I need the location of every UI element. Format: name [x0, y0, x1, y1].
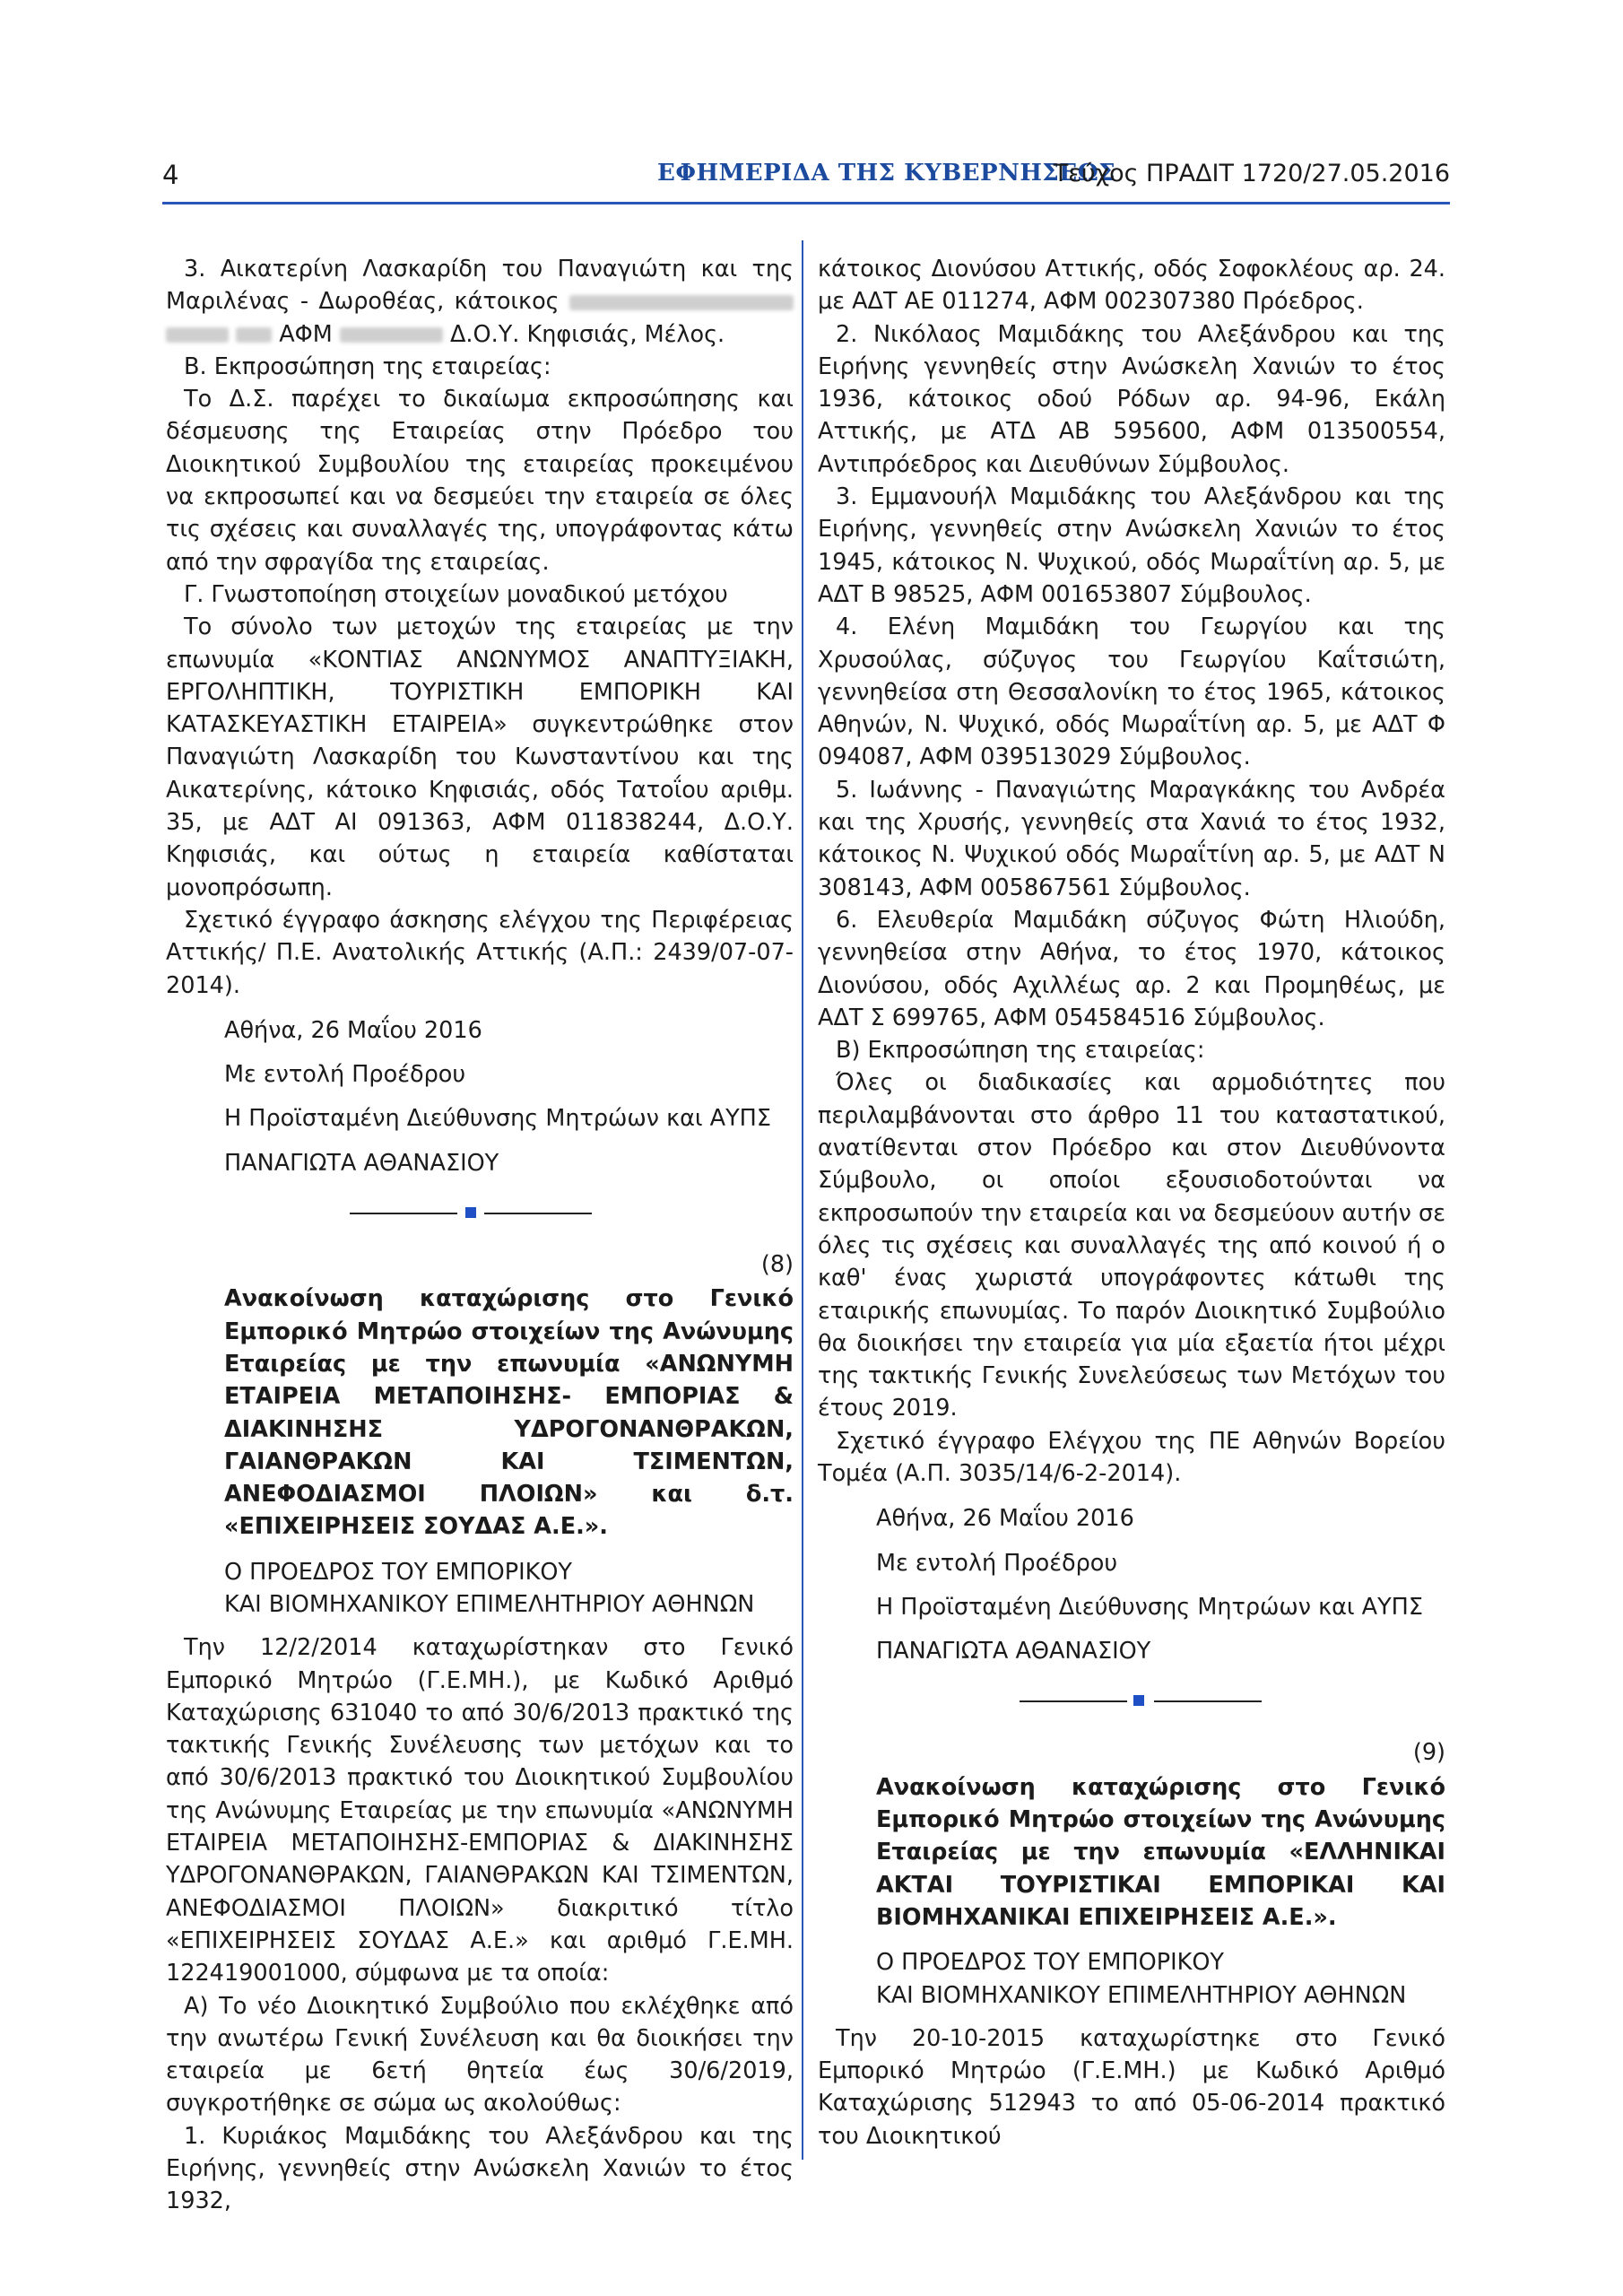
- paragraph: Το σύνολο των μετοχών της εταιρείας με την επωνυμία «ΚΟΝΤΙΑΣ ΑΝΩΝΥΜΟΣ ΑΝΑΠΤΥΞΙΑΚΗ, ΕΡΓΟΛΗΠΤΙΚΗ, ΤΟΥΡΙΣΤΙΚΗ ΕΜΠΟΡΙΚΗ ΚΑΙ ΚΑΤΑΣΚΕΥΑΣΤΙΚΗ ΕΤΑΙΡΕΙΑ» συγκεντρώθηκε στον Παναγιώτη Λασκαρίδη του Κωνσταντίνου και της Αικατερίνης, κάτοικο Κηφισιάς, οδός Τατοΐου αριθμ. 35, με ΑΔΤ ΑΙ 091363, ΑΦΜ 011838244, Δ.Ο.Υ. Κηφισιάς, και ούτως η εταιρεία καθίσταται μονοπρόσωπη.: [166, 613, 794, 901]
- gazette-title: ΕΦΗΜΕΡΙΔΑ ΤΗΣ ΚΥΒΕΡΝΗΣΕΩΣ: [657, 160, 1116, 187]
- signature-role: Η Προϊσταμένη Διεύθυνσης Μητρώων και ΑΥΠΣ: [224, 1105, 771, 1133]
- separator-square: [1133, 1695, 1144, 1706]
- announcement-number: (8): [760, 1251, 794, 1279]
- section-heading: Γ. Γνωστοποίηση στοιχείων μοναδικού μετόχου: [184, 580, 728, 608]
- chamber-heading: [818, 1946, 1445, 2012]
- redacted-address: [569, 295, 794, 310]
- paragraph: κάτοικος Διονύσου Αττικής, οδός Σοφοκλέους αρ. 24. με ΑΔΤ ΑΕ 011274, ΑΦΜ 002307380 Πρόεδρος.: [818, 256, 1445, 316]
- announcement-title: Ανακοίνωση καταχώρισης στο Γενικό Εμπορικό Μητρώο στοιχείων της Ανώνυμης Εταιρείας με την επωνυμία «ΕΛΛΗΝΙΚΑΙ ΑΚΤΑΙ ΤΟΥΡΙΣΤΙΚΑΙ ΕΜΠΟΡΙΚΑΙ ΚΑΙ ΒΙΟΜΗΧΑΝΙΚΑΙ ΕΠΙΧΕΙΡΗΣΕΙΣ Α.Ε.».: [876, 1773, 1445, 1931]
- paragraph: Α) Το νέο Διοικητικό Συμβούλιο που εκλέχθηκε από την ανωτέρω Γενική Συνέλευση και θα διοικήσει την εταιρεία με 6ετή θητεία έως 30/6/2019, συγκροτήθηκε σε σώμα ως ακολούθως:: [166, 1992, 794, 2118]
- paragraph: Την 12/2/2014 καταχωρίστηκαν στο Γενικό Εμπορικό Μητρώο (Γ.Ε.ΜΗ.), με Κωδικό Αριθμό Καταχώρισης 631040 το από 30/6/2013 πρακτικό της τακτικής Γενικής Συνέλευσης των μετόχων και το από 30/6/2013 πρακτικό του Διοικητικού Συμβουλίου της Ανώνυμης Εταιρείας με την επωνυμία «ΑΝΩΝΥΜΗ ΕΤΑΙΡΕΙΑ ΜΕΤΑΠΟΙΗΣΗΣ-ΕΜΠΟΡΙΑΣ & ΔΙΑΚΙΝΗΣΗΣ ΥΔΡΟΓΟΝΑΝΘΡΑΚΩΝ, ΓΑΙΑΝΘΡΑΚΩΝ ΚΑΙ ΤΣΙΜΕΝΤΩΝ, ΑΝΕΦΟΔΙΑΣΜΟΙ ΠΛΟΙΩΝ» διακριτικό τίτλο «ΕΠΙΧΕΙΡΗΣΕΙΣ ΣΟΥΔΑΣ Α.Ε.» και αριθμό Γ.Ε.ΜΗ. 122419001000, σύμφωνα με τα οποία:: [166, 1634, 794, 1987]
- paragraph: Σχετικό έγγραφο Ελέγχου της ΠΕ Αθηνών Βορείου Τομέα (Α.Π. 3035/14/6-2-2014).: [818, 1427, 1445, 1487]
- chamber-heading-line: ΚΑΙ ΒΙΟΜΗΧΑΝΙΚΟΥ ΕΠΙΜΕΛΗΤΗΡΙΟΥ ΑΘΗΝΩΝ: [876, 1981, 1407, 2009]
- signature-name: ΠΑΝΑΓΙΩΤΑ ΑΘΑΝΑΣΙΟΥ: [224, 1149, 499, 1177]
- left-column: [166, 253, 794, 2218]
- paragraph: 5. Ιωάννης - Παναγιώτης Μαραγκάκης του Ανδρέα και της Χρυσής, γεννηθείς στα Χανιά το έτος 1932, κάτοικος Ν. Ψυχικού οδός Μωραΐτίνη αρ. 5, με ΑΔΤ Ν 308143, ΑΦΜ 005867561 Σύμβουλος.: [818, 776, 1445, 901]
- chamber-heading-line: ΚΑΙ ΒΙΟΜΗΧΑΝΙΚΟΥ ΕΠΙΜΕΛΗΤΗΡΙΟΥ ΑΘΗΝΩΝ: [224, 1590, 755, 1618]
- signature-name: ΠΑΝΑΓΙΩΤΑ ΑΘΑΝΑΣΙΟΥ: [876, 1638, 1151, 1665]
- column-divider: [802, 240, 803, 2160]
- announcement-title: Ανακοίνωση καταχώρισης στο Γενικό Εμπορικό Μητρώο στοιχείων της Ανώνυμης Εταιρείας με την επωνυμία «ΑΝΩΝΥΜΗ ΕΤΑΙΡΕΙΑ ΜΕΤΑΠΟΙΗΣΗΣ- ΕΜΠΟΡΙΑΣ & ΔΙΑΚΙΝΗΣΗΣ ΥΔΡΟΓΟΝΑΝΘΡΑΚΩΝ, ΓΑΙΑΝΘΡΑΚΩΝ ΚΑΙ ΤΣΙΜΕΝΤΩΝ, ΑΝΕΦΟΔΙΑΣΜΟΙ ΠΛΟΙΩΝ» και δ.τ. «ΕΠΙΧΕΙΡΗΣΕΙΣ ΣΟΥΔΑΣ Α.Ε.».: [224, 1285, 794, 1541]
- issue-reference: Τεύχος ΠΡΑΔΙΤ 1720/27.05.2016: [1053, 160, 1450, 187]
- signature-place-date: Αθήνα, 26 Μαΐου 2016: [224, 1016, 482, 1044]
- signature-order: Με εντολή Προέδρου: [224, 1061, 466, 1089]
- redacted-id: [166, 327, 229, 343]
- separator-square: [465, 1207, 476, 1218]
- announcement-number: (9): [1412, 1739, 1445, 1767]
- shareholder-text: 3. Αικατερίνη Λασκαρίδη του Παναγιώτη και της Μαριλένας - Δωροθέας, κάτοικος: [166, 256, 794, 316]
- separator-line: [484, 1213, 592, 1214]
- paragraph: Το Δ.Σ. παρέχει το δικαίωμα εκπροσώπησης και δέσμευσης της Εταιρείας στην Πρόεδρο του Διοικητικού Συμβουλίου της εταιρείας προκειμένου να εκπροσωπεί και να δεσμεύει την εταιρεία σε όλες τις σχέσεις και συναλλαγές της, υπογράφοντας κάτω από την σφραγίδα της εταιρείας.: [166, 386, 794, 576]
- right-column: [818, 253, 1445, 2152]
- paragraph: 6. Ελευθερία Μαμιδάκη σύζυγος Φώτη Ηλιούδη, γεννηθείσα στην Αθήνα, το έτος 1970, κάτοικος Διονύσου, οδός Αχιλλέως αρ. 2 και Προμηθέως, με ΑΔΤ Σ 699765, ΑΦΜ 054584516 Σύμβουλος.: [818, 906, 1445, 1031]
- redacted-id-number: [236, 327, 272, 343]
- paragraph: 2. Νικόλαος Μαμιδάκης του Αλεξάνδρου και της Ειρήνης γεννηθείς στην Ανώσκελη Χανιών το έτος 1936, κάτοικος οδού Ρόδων αρ. 94-96, Εκάλη Αττικής, με ΑΤΔ ΑΒ 595600, ΑΦΜ 013500554, Αντιπρόεδρος και Διευθύνων Σύμβουλος.: [818, 320, 1445, 478]
- paragraph: Την 20-10-2015 καταχωρίστηκε στο Γενικό Εμπορικό Μητρώο (Γ.Ε.ΜΗ.) με Κωδικό Αριθμό Καταχώρισης 512943 το από 05-06-2014 πρακτικό του Διοικητικού: [818, 2024, 1445, 2150]
- paragraph: 1. Κυριάκος Μαμιδάκης του Αλεξάνδρου και της Ειρήνης, γεννηθείς στην Ανώσκελη Χανιών το έτος 1932,: [166, 2122, 794, 2215]
- paragraph: 4. Ελένη Μαμιδάκη του Γεωργίου και της Χρυσούλας, σύζυγος του Γεωργίου Καΐτσιώτη, γεννηθείσα στη Θεσσαλονίκη το έτος 1965, κάτοικος Αθηνών, Ν. Ψυχικό, οδός Μωραΐτίνη αρ. 5, με ΑΔΤ Φ 094087, ΑΦΜ 039513029 Σύμβουλος.: [818, 613, 1445, 771]
- signature-order: Με εντολή Προέδρου: [876, 1549, 1118, 1577]
- redacted-tax-id: [340, 327, 443, 343]
- chamber-heading: [166, 1556, 794, 1622]
- signature-place-date: Αθήνα, 26 Μαΐου 2016: [876, 1505, 1134, 1533]
- section-heading: Β. Εκπροσώπηση της εταιρείας:: [184, 352, 551, 380]
- chamber-heading-line: Ο ΠΡΟΕΔΡΟΣ ΤΟΥ ΕΜΠΟΡΙΚΟΥ: [224, 1558, 572, 1586]
- tax-office-text: Δ.Ο.Υ. Κηφισιάς, Μέλος.: [449, 320, 725, 348]
- section-separator: [166, 1191, 794, 1239]
- paragraph: Όλες οι διαδικασίες και αρμοδιότητες που περιλαμβάνονται στο άρθρο 11 του καταστατικού, ανατίθενται στον Πρόεδρο και στον Διευθύνοντα Σύμβουλο, οι οποίοι εξουσιοδοτούνται να εκπροσωπούν την εταιρεία και να δεσμεύουν αυτήν σε όλες τις σχέσεις και συναλλαγές της από κοινού ή ο καθ' ένας χωριστά υπογράφοντες κάτωθι της εταιρικής επωνυμίας. Το παρόν Διοικητικό Συμβούλιο θα διοικήσει την εταιρεία για μία εξαετία ήτοι μέχρι της τακτικής Γενικής Συνελεύσεως των Μετόχων του έτους 2019.: [818, 1069, 1445, 1422]
- tax-id-label: ΑΦΜ: [279, 320, 333, 348]
- chamber-heading-line: Ο ΠΡΟΕΔΡΟΣ ΤΟΥ ΕΜΠΟΡΙΚΟΥ: [876, 1949, 1224, 1977]
- separator-line: [350, 1213, 457, 1214]
- paragraph: 3. Εμμανουήλ Μαμιδάκης του Αλεξάνδρου και της Ειρήνης, γεννηθείς στην Ανώσκελη Χανιών το έτος 1945, κάτοικος Ν. Ψυχικού, οδός Μωραΐτίνη αρ. 5, με ΑΔΤ Β 98525, ΑΦΜ 001653807 Σύμβουλος.: [818, 483, 1445, 608]
- signature-role: Η Προϊσταμένη Διεύθυνσης Μητρώων και ΑΥΠΣ: [876, 1593, 1423, 1621]
- separator-line: [1020, 1700, 1127, 1702]
- page-header: [162, 160, 1450, 204]
- shareholder-paragraph: [166, 253, 794, 351]
- header-rule: [162, 202, 1450, 204]
- section-separator: [818, 1679, 1445, 1727]
- paragraph: Σχετικό έγγραφο άσκησης ελέγχου της Περιφέρειας Αττικής/ Π.Ε. Ανατολικής Αττικής (Α.Π.: 2439/07-07-2014).: [166, 906, 794, 999]
- separator-line: [1154, 1700, 1262, 1702]
- section-heading: Β) Εκπροσώπηση της εταιρείας:: [836, 1037, 1205, 1065]
- page-number: 4: [162, 160, 179, 190]
